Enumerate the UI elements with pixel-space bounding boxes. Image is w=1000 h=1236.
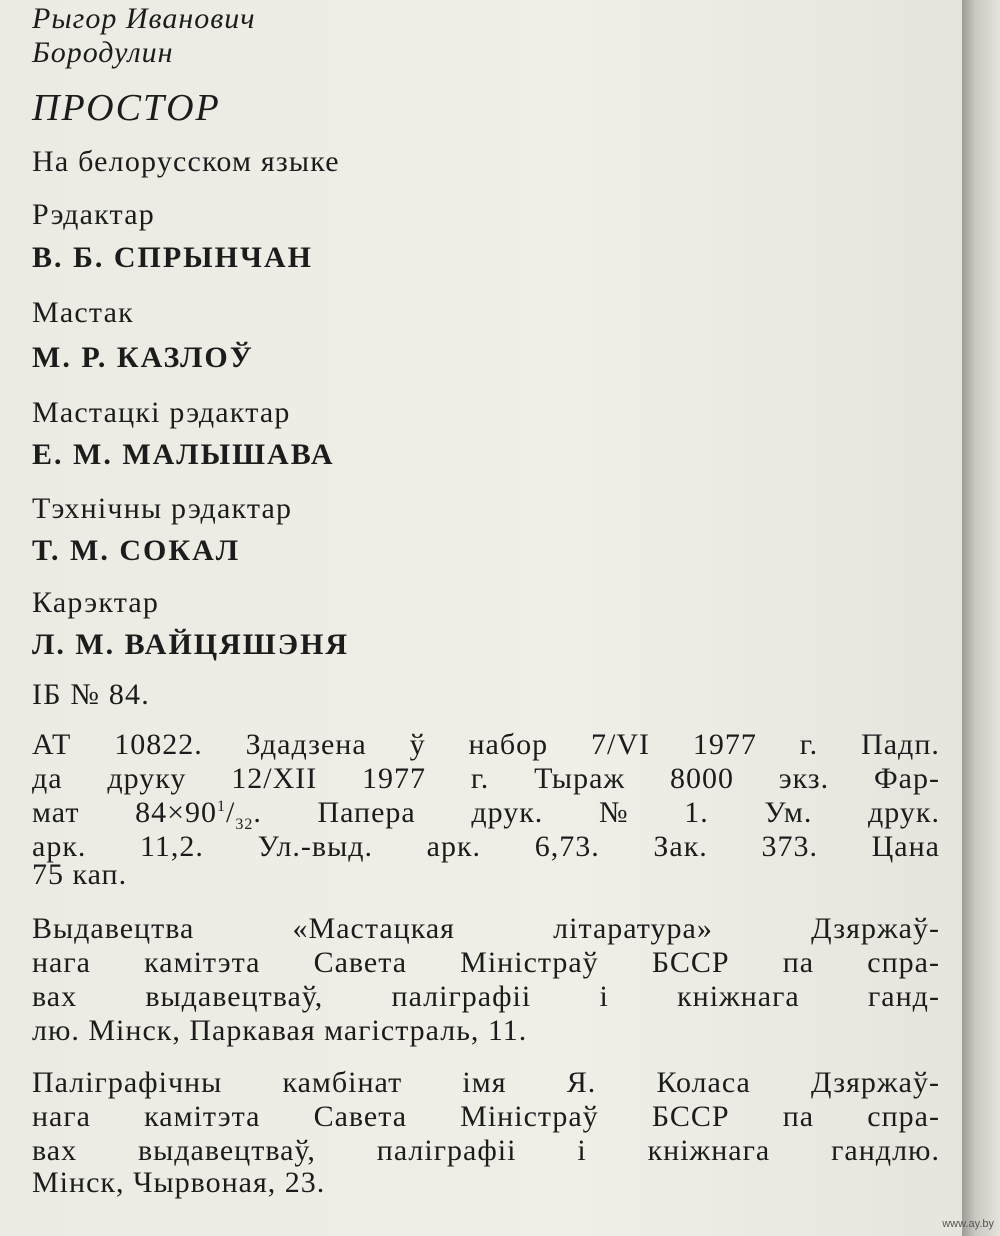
imprint-line-2: да друку 12/XII 1977 г. Тыраж 8000 экз. Фар- — [32, 762, 940, 795]
credit-name-proofreader: Л. М. ВАЙЦЯШЭНЯ — [32, 628, 350, 661]
credit-role-editor: Рэдактар — [32, 198, 155, 231]
site-watermark: www.ay.by — [942, 1218, 994, 1230]
paper-format: $84\times 90^1/_{32}$. — [135, 796, 262, 833]
publisher-line-1: Выдавецтва «Мастацкая літаратура» Дзяржаў- — [32, 912, 940, 945]
imprint-line-5: 75 кап. — [32, 858, 128, 891]
language-note: На белорусском языке — [32, 145, 340, 178]
author-surname: Бородулин — [32, 36, 174, 69]
printer-line-1: Паліграфічны камбінат імя Я. Коласа Дзяржаў- — [32, 1066, 940, 1099]
imprint-line-3: мат $84\times 90^1/_{32}$. Папера друк. № 1. Ум. друк. — [32, 796, 940, 833]
printer-line-2: нага камітэта Савета Міністраў БССР па спра- — [32, 1100, 940, 1133]
book-title: ПРОСТОР — [32, 87, 221, 129]
imprint-line-4: арк. 11,2. Ул.-выд. арк. 6,73. Зак. 373. Цана — [32, 830, 940, 863]
credit-name-editor: В. Б. СПРЫНЧАН — [32, 241, 313, 274]
page-binding-edge — [962, 0, 1000, 1236]
credit-role-artist: Мастак — [32, 296, 134, 329]
printer-line-4: Мінск, Чырвоная, 23. — [32, 1166, 326, 1199]
printer-line-3: вах выдавецтваў, паліграфіі і кніжнага гандлю. — [32, 1134, 940, 1167]
publisher-line-4: лю. Мінск, Паркавая магістраль, 11. — [32, 1014, 528, 1047]
credit-name-artist: М. Р. КАЗЛОЎ — [32, 341, 254, 374]
credit-role-art-editor: Мастацкі рэдактар — [32, 396, 291, 429]
publisher-line-3: вах выдавецтваў, паліграфіі і кніжнага ганд- — [32, 980, 940, 1013]
credit-role-tech-editor: Тэхнічны рэдактар — [32, 492, 293, 525]
imprint-line-1: АТ 10822. Здадзена ў набор 7/VI 1977 г. Падп. — [32, 728, 940, 761]
ib-number: ІБ № 84. — [32, 678, 150, 711]
author-first-line: Рыгор Иванович — [32, 2, 256, 35]
credit-name-tech-editor: Т. М. СОКАЛ — [32, 534, 241, 567]
credit-role-proofreader: Карэктар — [32, 586, 160, 619]
publisher-line-2: нага камітэта Савета Міністраў БССР па спра- — [32, 946, 940, 979]
credit-name-art-editor: Е. М. МАЛЫШАВА — [32, 438, 335, 471]
